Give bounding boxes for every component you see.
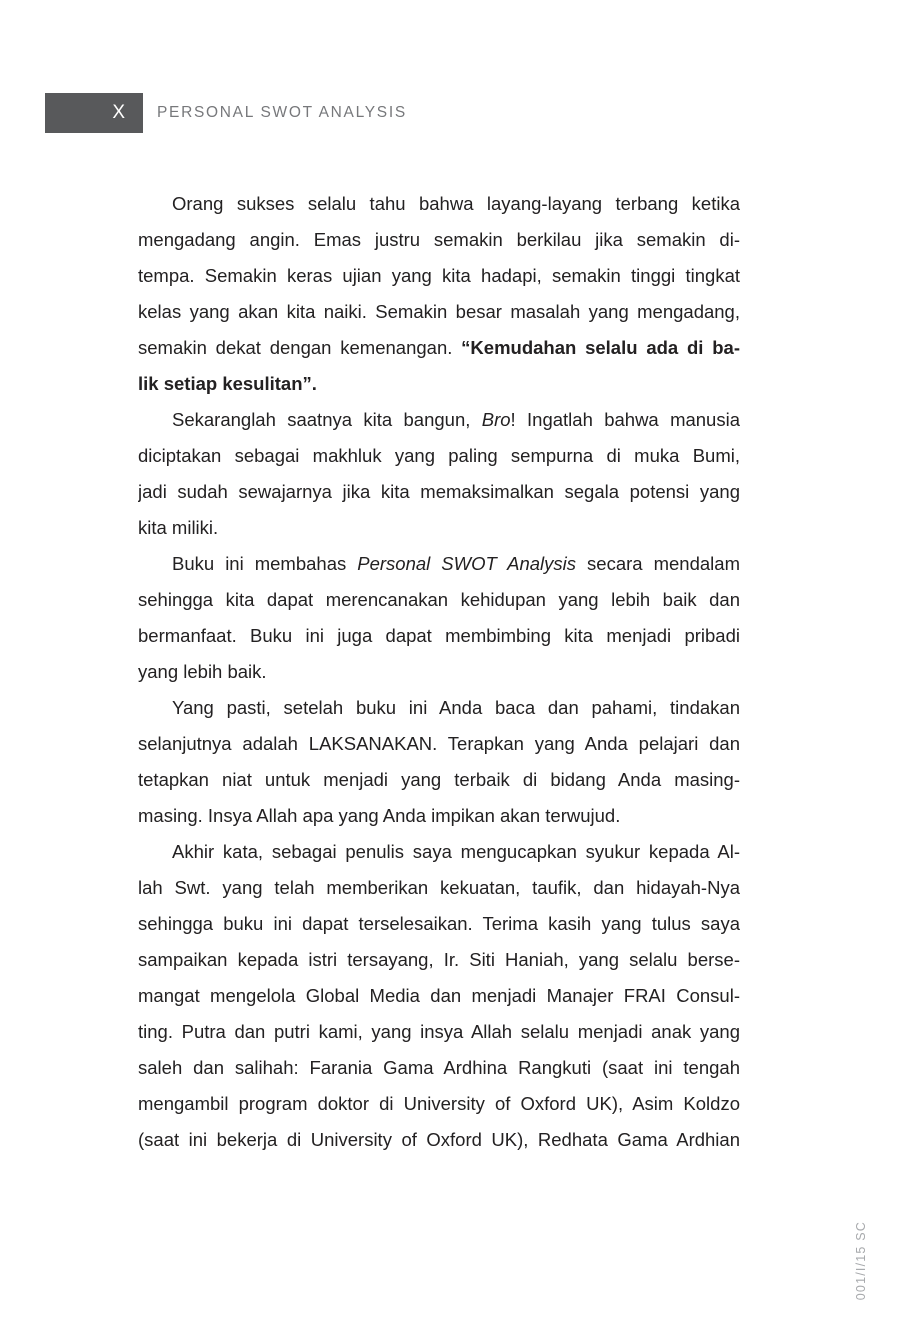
text-line <box>138 870 740 906</box>
text-line <box>138 834 740 870</box>
text-segment: Orang sukses selalu tahu bahwa layang-layang terbang ketika <box>172 193 740 214</box>
text-line <box>138 654 740 690</box>
text-line <box>138 510 740 546</box>
running-title: PERSONAL SWOT ANALYSIS <box>157 104 407 121</box>
text-line <box>138 798 740 834</box>
text-segment: semakin dekat dengan kemenangan. <box>138 337 462 358</box>
text-line <box>138 906 740 942</box>
text-segment: Akhir kata, sebagai penulis saya mengucapkan syukur kepada Al- <box>172 841 740 862</box>
text-segment: secara mendalam <box>576 553 740 574</box>
text-segment: sampaikan kepada istri tersayang, Ir. Siti Haniah, yang selalu berse- <box>138 949 740 970</box>
text-line <box>138 186 740 222</box>
text-segment: tetapkan niat untuk menjadi yang terbaik di bidang Anda masing- <box>138 769 740 790</box>
text-segment: diciptakan sebagai makhluk yang paling sempurna di muka Bumi, <box>138 445 740 466</box>
text-segment: lik setiap kesulitan”. <box>138 373 317 394</box>
text-line <box>138 474 740 510</box>
text-segment: ting. Putra dan putri kami, yang insya Allah selalu menjadi anak yang <box>138 1021 740 1042</box>
text-line <box>138 294 740 330</box>
paragraph <box>138 834 740 1158</box>
text-line <box>138 1086 740 1122</box>
text-line <box>138 1050 740 1086</box>
text-line <box>138 546 740 582</box>
text-segment: yang lebih baik. <box>138 661 267 682</box>
text-segment: sehingga buku ini dapat terselesaikan. Terima kasih yang tulus saya <box>138 913 740 934</box>
text-line <box>138 618 740 654</box>
text-line <box>138 402 740 438</box>
text-segment: tempa. Semakin keras ujian yang kita hadapi, semakin tinggi tingkat <box>138 265 740 286</box>
text-segment: “Kemudahan selalu ada di ba- <box>461 337 740 358</box>
page-number: X <box>112 102 125 123</box>
text-segment: Bro <box>481 409 511 430</box>
text-segment: saleh dan salihah: Farania Gama Ardhina Rangkuti (saat ini tengah <box>138 1057 740 1078</box>
text-segment: jadi sudah sewajarnya jika kita memaksimalkan segala potensi yang <box>138 481 740 502</box>
body-text <box>138 186 740 1158</box>
text-line <box>138 366 740 402</box>
text-line <box>138 1014 740 1050</box>
text-segment: (saat ini bekerja di University of Oxford UK), Redhata Gama Ardhian <box>138 1129 740 1150</box>
text-line <box>138 1122 740 1158</box>
text-segment: sehingga kita dapat merencanakan kehidupan yang lebih baik dan <box>138 589 740 610</box>
paragraph <box>138 402 740 546</box>
text-line <box>138 942 740 978</box>
text-line <box>138 978 740 1014</box>
text-line <box>138 762 740 798</box>
paragraph <box>138 186 740 402</box>
text-segment: mengadang angin. Emas justru semakin berkilau jika semakin di- <box>138 229 740 250</box>
text-line <box>138 582 740 618</box>
text-line <box>138 726 740 762</box>
text-line <box>138 690 740 726</box>
paragraph <box>138 546 740 690</box>
text-segment: Sekaranglah saatnya kita bangun, <box>172 409 482 430</box>
text-segment: mengambil program doktor di University of Oxford UK), Asim Koldzo <box>138 1093 740 1114</box>
text-segment: selanjutnya adalah LAKSANAKAN. Terapkan yang Anda pelajari dan <box>138 733 740 754</box>
text-line <box>138 258 740 294</box>
text-segment: kita miliki. <box>138 517 219 538</box>
text-segment: kelas yang akan kita naiki. Semakin besar masalah yang mengadang, <box>138 301 740 322</box>
text-segment: Yang pasti, setelah buku ini Anda baca dan pahami, tindakan <box>172 697 740 718</box>
text-segment: Buku ini membahas <box>172 553 358 574</box>
text-line <box>138 330 740 366</box>
page-number-box <box>45 93 143 133</box>
edition-code: 001/I/15 SC <box>854 1220 868 1300</box>
text-segment: lah Swt. yang telah memberikan kekuatan, taufik, dan hidayah-Nya <box>138 877 740 898</box>
text-segment: ! Ingatlah bahwa manusia <box>510 409 740 430</box>
text-segment: Personal SWOT Analysis <box>357 553 577 574</box>
text-segment: bermanfaat. Buku ini juga dapat membimbing kita menjadi pribadi <box>138 625 740 646</box>
text-line <box>138 222 740 258</box>
text-line <box>138 438 740 474</box>
paragraph <box>138 690 740 834</box>
text-segment: mangat mengelola Global Media dan menjadi Manajer FRAI Consul- <box>138 985 740 1006</box>
text-segment: masing. Insya Allah apa yang Anda impikan akan terwujud. <box>138 805 621 826</box>
